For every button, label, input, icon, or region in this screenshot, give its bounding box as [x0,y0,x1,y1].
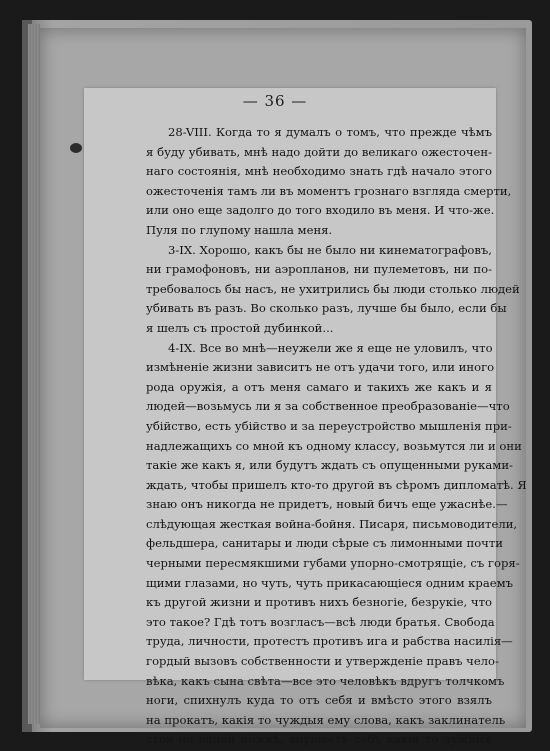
text-line: надлежащихъ со мной къ одному классу, возьмутся ли и они [146,438,522,453]
text-line: это такое? Гдѣ тотъ возгласъ—всѣ люди братья. Свобода [146,614,495,629]
text-line: убійство, есть убійство и за переустройство мышленія при- [146,418,512,433]
text-line: измѣненіе жизни зависитъ не отъ удачи того, или иного [146,360,495,375]
ink-blot [70,143,82,153]
text-line: людей—возьмусь ли я за собственное преобразованіе—что [146,399,510,414]
text-line: слѣдующая жесткая война-бойня. Писаря, письмоводители, [146,516,518,531]
text-line: ждать, чтобы пришелъ кто-то другой въ сѣромъ дипломатѣ. Я [146,477,527,492]
text-line: убивать въ разъ. Во сколько разъ, лучше бы было, если бы [146,301,507,316]
page-stack-edge [28,24,40,724]
text-line: такіе же какъ я, или будутъ ждать съ опущенными руками- [146,458,513,473]
text-line: 28-VIII. Когда то я думалъ о томъ, что прежде чѣмъ [168,125,492,139]
text-line: ни грамофоновъ, ни аэропланов, ни пулеметовъ, ни по- [146,262,492,277]
text-line: щими глазами, но чуть, чуть прикасающіеся одним краемъ [146,575,513,590]
text-line: труда, личности, протестъ противъ ига и рабства насилія— [146,634,513,649]
text-line: фельдшера, санитары и люди сѣрые съ лимонными почти [146,536,503,551]
text-line: я шелъ съ простой дубинкой... [146,320,334,335]
text-line: къ другой жизни и противъ нихъ безногіе, безрукіе, что [146,595,492,610]
text-line: 3-IX. Хорошо, какъ бы не было ни кинематографовъ, [168,242,492,257]
text-line: требовалось бы насъ, не ухитрились бы люди столько людей [146,281,520,296]
text-line: стоя на одной ножкѣ, внушаетъ себѣ какія то чуждыя [146,732,492,747]
text-line: гордый вызовъ собственности и утвержденіе правъ чело- [146,654,499,669]
text-line: ожесточенія тамъ ли въ моментъ грознаго взгляда смерти, [146,183,512,198]
text-line: на прокатъ, какія то чуждыя ему слова, какъ заклинатель [146,712,506,727]
text-line: я буду убивать, мнѣ надо дойти до великаго ожесточен- [146,144,492,159]
text-line: рода оружія, а отъ меня самаго и такихъ же какъ и я [146,379,492,394]
text-line: 4-IX. Все во мнѣ—неужели же я еще не уловилъ, что [168,340,493,355]
text-line: черными пересмякшими губами упорно-смотрящіе, съ горя- [146,556,520,571]
text-line: вѣка, какъ сына свѣта—все это человѣкъ вдругъ толчкомъ [146,673,505,688]
body-text [146,123,527,750]
text-line: Пуля по глупому нашла меня. [146,222,333,237]
page-number: — 36 — [242,92,308,110]
text-line: или оно еще задолго до того входило въ меня. И что-же. [146,203,495,218]
text-line: наго состоянія, мнѣ необходимо знать гдѣ начало этого [146,164,492,179]
text-line: знаю онъ никогда не придетъ, новый бичъ еще ужаснѣе.— [146,497,508,512]
text-line: ноги, спихнулъ куда то отъ себя и вмѣсто этого взялъ [146,693,492,708]
